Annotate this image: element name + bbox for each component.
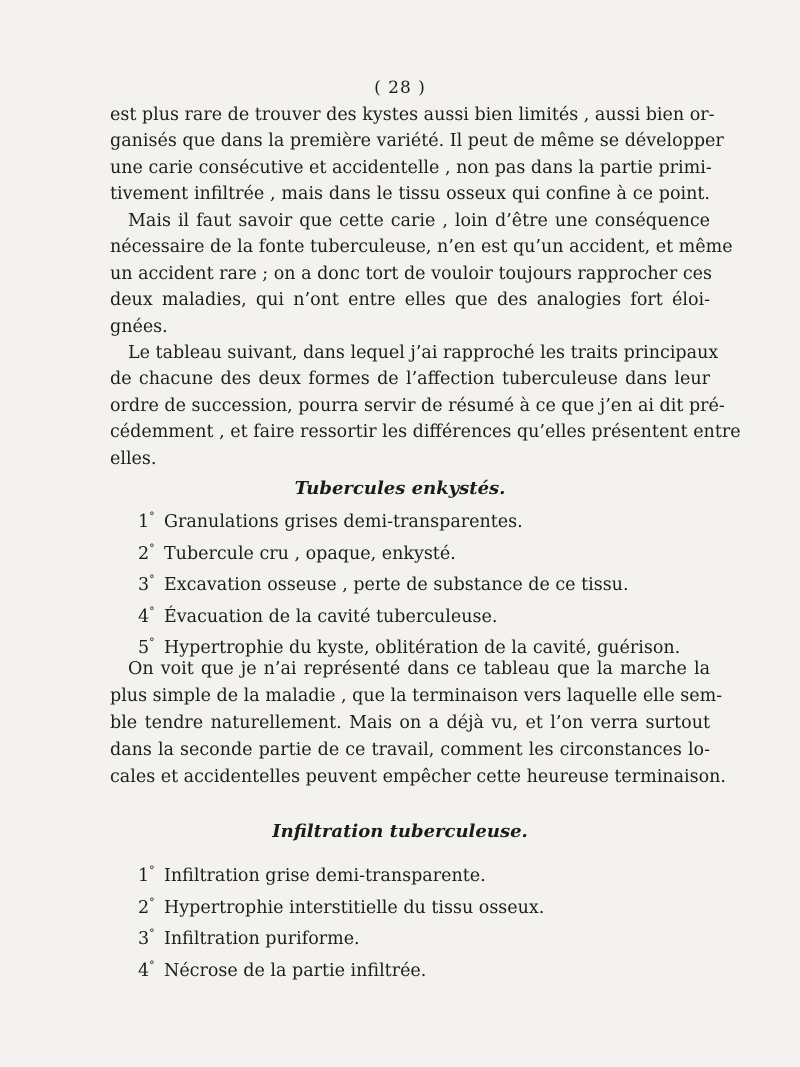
list-item-number: 5° [138,636,155,658]
list-item [138,893,718,925]
text-line: une carie consécutive et accidentelle , non pas dans la partie primi- [110,157,712,178]
list-item [138,539,718,571]
text-line: cédemment , et faire ressortir les différences qu’elles présentent entre [110,422,741,443]
text-line: nécessaire de la fonte tuberculeuse, n’en est qu’un accident, et même [110,237,733,258]
page-number: ( 28 ) [374,78,426,98]
text-line: On voit que je n’ai représenté dans ce tableau que la marche la [128,659,710,679]
section-heading-tubercules-enkystes: Tubercules enkystés. [294,478,506,499]
text-line: ganisés que dans la première variété. Il peut de même se développer [110,131,724,152]
list-item-text: Excavation osseuse , perte de substance de ce tissu. [164,575,629,595]
paragraph-1 [110,102,724,208]
list-tubercules-enkystes [138,507,718,665]
text-line: Le tableau suivant, dans lequel j’ai rapproché les traits principaux [128,343,719,363]
list-item-text: Infiltration puriforme. [164,929,360,949]
text-line: dans la seconde partie de ce travail, comment les circonstances lo- [110,740,710,760]
paragraph-2 [110,208,733,340]
list-item [138,602,718,634]
list-item-text: Infiltration grise demi-transparente. [164,866,486,886]
list-item-number: 1° [138,864,155,886]
section-heading-infiltration-tuberculeuse: Infiltration tuberculeuse. [272,821,528,842]
list-item-number: 2° [138,895,155,918]
list-item-number: 3° [138,573,155,595]
list-infiltration-tuberculeuse [138,861,718,987]
list-item-text: Hypertrophie interstitielle du tissu osseux. [164,897,545,918]
text-line: deux maladies, qui n’ont entre elles que des analogies fort éloi- [110,290,710,311]
list-item-text: Nécrose de la partie infiltrée. [164,960,427,981]
text-line: tivement infiltrée , mais dans le tissu osseux qui confine à ce point. [110,184,710,205]
list-item-text: Hypertrophie du kyste, oblitération de la cavité, guérison. [164,638,681,658]
text-line: plus simple de la maladie , que la terminaison vers laquelle elle sem- [110,686,723,706]
text-line: un accident rare ; on a donc tort de vouloir toujours rapprocher ces [110,263,713,284]
list-item-number: 4° [138,604,155,627]
paragraph-4 [110,656,726,791]
list-item [138,924,718,956]
list-item-number: 4° [138,958,155,981]
list-item [138,507,718,539]
text-line: est plus rare de trouver des kystes aussi bien limités , aussi bien or- [110,105,715,125]
list-item-number: 1° [138,510,155,532]
text-line: ordre de succession, pourra servir de résumé à ce que j’en ai dit pré- [110,395,725,416]
list-item [138,570,718,602]
paragraph-3 [110,340,741,472]
text-line: ble tendre naturellement. Mais on a déjà vu, et l’on verra surtout [110,713,710,733]
list-item-text: Granulations grises demi-transparentes. [164,512,523,532]
list-item-text: Évacuation de la cavité tuberculeuse. [164,606,498,627]
list-item-number: 3° [138,927,155,949]
text-line: cales et accidentelles peuvent empêcher cette heureuse terminaison. [110,767,726,787]
list-item [138,861,718,893]
text-line: de chacune des deux formes de l’affection tuberculeuse dans leur [110,369,710,390]
text-line: gnées. [110,316,168,337]
list-item-number: 2° [138,541,155,564]
list-item-text: Tubercule cru , opaque, enkysté. [164,543,456,564]
text-line: elles. [110,448,157,469]
list-item [138,956,718,988]
text-line: Mais il faut savoir que cette carie , loin d’être une conséquence [128,211,710,231]
